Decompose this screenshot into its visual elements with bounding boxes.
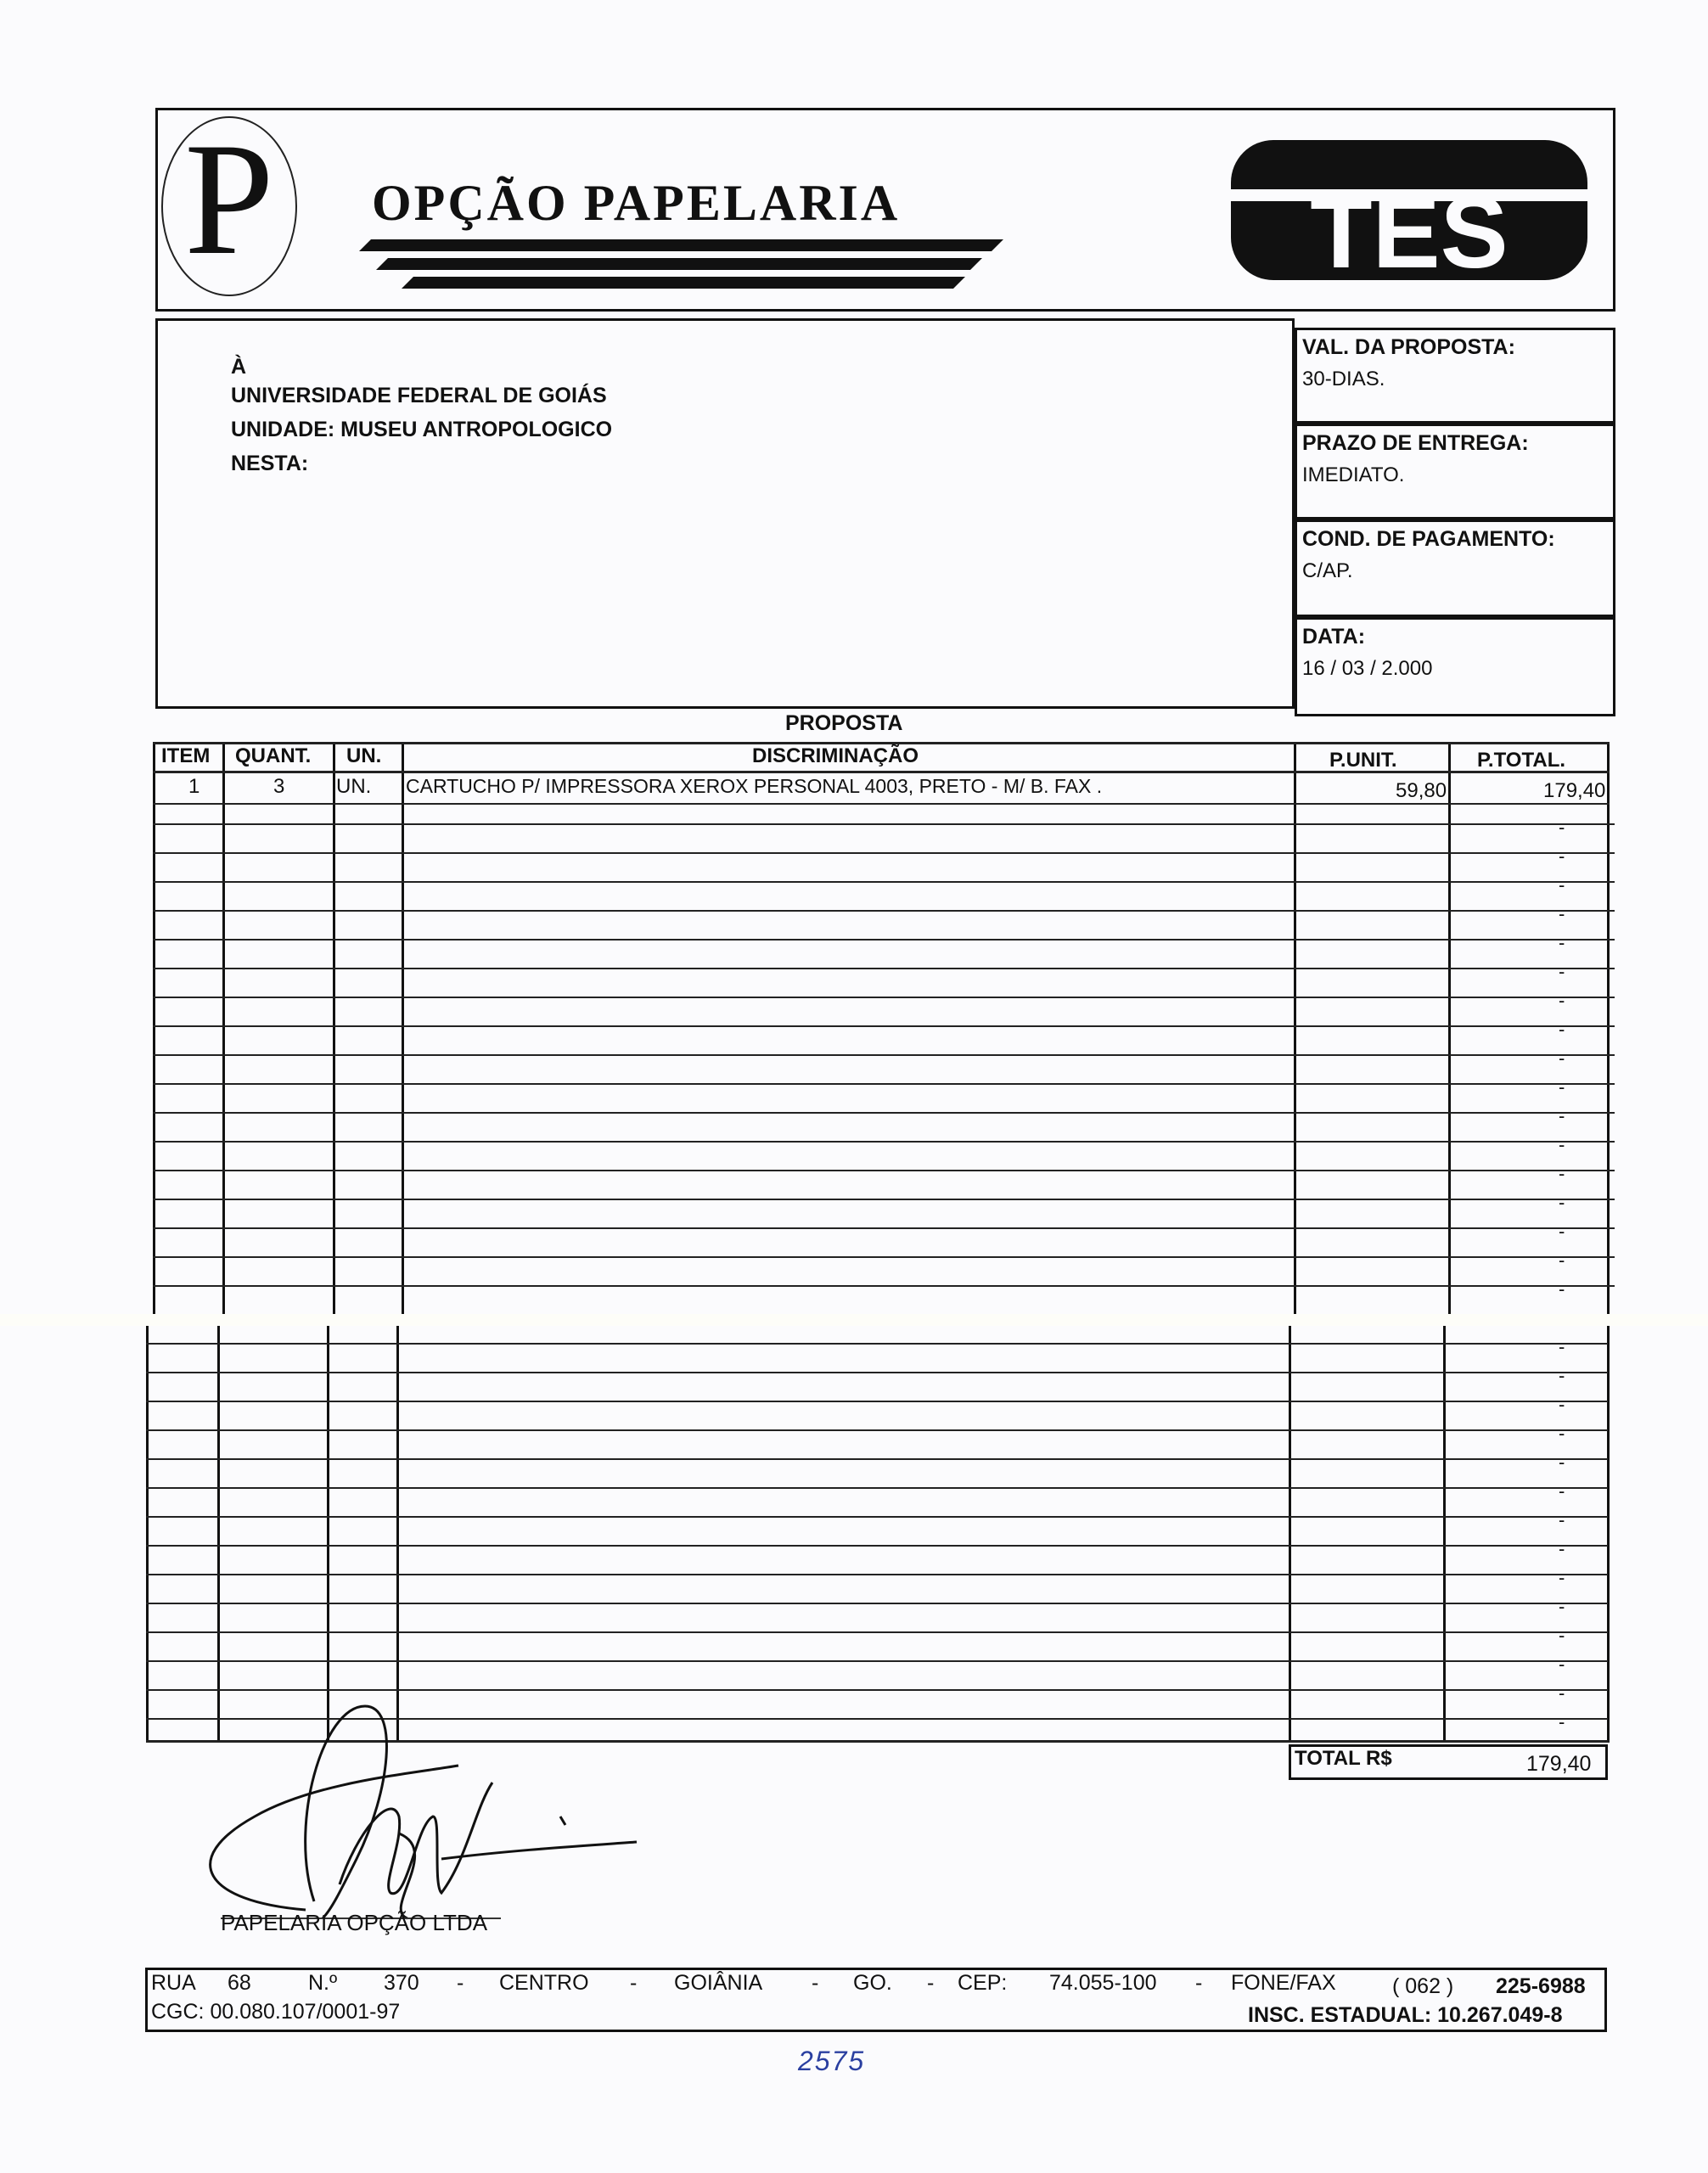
- tes-logo: [1231, 140, 1587, 280]
- empty-row-total: -: [1559, 1509, 1565, 1530]
- table-row-line: [153, 1170, 1615, 1171]
- table-column-line: [1443, 1326, 1446, 1740]
- table-row-line: [153, 823, 1615, 825]
- table-row-line: [153, 1227, 1615, 1229]
- footer-cgc: CGC: 00.080.107/0001-97: [151, 2000, 401, 2024]
- table-row-line: [146, 1660, 1608, 1662]
- footer-separator: -: [812, 1971, 819, 1995]
- footer-phone-label: FONE/FAX: [1231, 1971, 1336, 1995]
- handwritten-signature: [187, 1689, 662, 1944]
- empty-row-total: -: [1559, 1336, 1565, 1357]
- empty-row-total: -: [1559, 961, 1565, 982]
- empty-row-total: -: [1559, 817, 1565, 838]
- date-box: [1295, 617, 1615, 716]
- table-row-line: [153, 939, 1615, 941]
- footer-separator: -: [630, 1971, 638, 1995]
- table-column-line: [146, 1326, 149, 1740]
- empty-row-total: -: [1559, 903, 1565, 924]
- table-row-line: [153, 1112, 1615, 1114]
- table-column-line: [1607, 1326, 1610, 1740]
- table-row-line: [153, 1285, 1615, 1287]
- row1-description: CARTUCHO P/ IMPRESSORA XEROX PERSONAL 4003, PRETO - M/ B. FAX .: [406, 775, 1103, 797]
- payment-box: [1295, 519, 1615, 617]
- col-header-description: DISCRIMINAÇÃO: [752, 744, 919, 767]
- table-row-line: [146, 1574, 1608, 1575]
- proposal-title: PROPOSTA: [785, 711, 903, 735]
- table-row-line: [146, 1343, 1608, 1345]
- footer-district: CENTRO: [499, 1971, 589, 1995]
- empty-row-total: -: [1559, 1047, 1565, 1069]
- footer-no-value: 370: [384, 1971, 419, 1995]
- addressee-box: [155, 318, 1295, 709]
- row1-un: UN.: [336, 775, 372, 798]
- empty-row-total: -: [1559, 1221, 1565, 1242]
- validity-label: VAL. DA PROPOSTA:: [1302, 335, 1515, 359]
- delivery-box: [1295, 424, 1615, 519]
- empty-row-total: -: [1559, 1480, 1565, 1502]
- table-column-line: [327, 1326, 329, 1740]
- col-header-item: ITEM: [161, 744, 211, 767]
- empty-row-total: -: [1559, 1567, 1565, 1588]
- col-header-unit-price: P.UNIT.: [1329, 749, 1397, 772]
- row1-quant: 3: [273, 775, 285, 798]
- empty-row-total: -: [1559, 1394, 1565, 1415]
- empty-row-total: -: [1559, 1596, 1565, 1617]
- row1-unit-price: 59,80: [1396, 779, 1447, 802]
- table-row-line: [153, 1054, 1615, 1056]
- payment-value: C/AP.: [1302, 559, 1353, 582]
- table-row-line: [146, 1458, 1608, 1460]
- paper-fold: [0, 1314, 1708, 1326]
- footer-area-code: ( 062 ): [1392, 1974, 1454, 1998]
- footer-street-label: RUA: [151, 1971, 196, 1995]
- date-value: 16 / 03 / 2.000: [1302, 657, 1433, 680]
- table-row-line: [146, 1429, 1608, 1431]
- table-row-line: [146, 1372, 1608, 1373]
- footer-separator: -: [1195, 1971, 1203, 1995]
- table-row-line: [153, 1083, 1615, 1085]
- table-row-line: [153, 1141, 1615, 1143]
- payment-label: COND. DE PAGAMENTO:: [1302, 527, 1555, 551]
- empty-row-total: -: [1559, 845, 1565, 867]
- empty-row-total: -: [1559, 1538, 1565, 1559]
- table-row-line: [153, 910, 1615, 912]
- table-row-line: [153, 852, 1615, 854]
- footer-state: GO.: [853, 1971, 892, 1995]
- table-row-line: [146, 1487, 1608, 1489]
- tes-logo-text: TES: [1310, 176, 1509, 280]
- company-logo: [161, 110, 297, 296]
- row1-item: 1: [188, 775, 200, 798]
- empty-row-total: -: [1559, 1682, 1565, 1704]
- logo-letter: P: [184, 110, 274, 289]
- empty-row-total: -: [1559, 1625, 1565, 1646]
- empty-row-total: -: [1559, 1105, 1565, 1126]
- footer-cep-value: 74.055-100: [1049, 1971, 1157, 1995]
- empty-row-total: -: [1559, 1278, 1565, 1300]
- col-header-total-price: P.TOTAL.: [1477, 749, 1566, 772]
- empty-row-total: -: [1559, 1711, 1565, 1732]
- total-label: TOTAL R$: [1295, 1747, 1392, 1770]
- empty-row-total: -: [1559, 932, 1565, 953]
- addressee-location: NESTA:: [231, 452, 309, 475]
- footer-state-registration: INSC. ESTADUAL: 10.267.049-8: [1248, 2003, 1563, 2027]
- empty-row-total: -: [1559, 1423, 1565, 1444]
- table-row-line: [146, 1603, 1608, 1604]
- footer-city: GOIÂNIA: [674, 1971, 763, 1995]
- logo-stripe: [402, 277, 965, 289]
- table-row-line: [146, 1516, 1608, 1518]
- table-row-line: [153, 997, 1615, 998]
- footer-no-label: N.º: [308, 1971, 338, 1995]
- empty-row-total: -: [1559, 1451, 1565, 1473]
- table-row-line: [146, 1545, 1608, 1547]
- company-name: OPÇÃO PAPELARIA: [372, 175, 901, 231]
- table-row-line: [153, 968, 1615, 969]
- signature-company: PAPELARIA OPÇÃO LTDA: [221, 1910, 488, 1935]
- footer-phone-number: 225-6988: [1496, 1974, 1586, 1998]
- empty-row-total: -: [1559, 1249, 1565, 1271]
- total-value: 179,40: [1526, 1752, 1592, 1776]
- footer-cep-label: CEP:: [958, 1971, 1008, 1995]
- table-row-line: [146, 1631, 1608, 1633]
- date-label: DATA:: [1302, 625, 1366, 649]
- empty-row-total: -: [1559, 1019, 1565, 1040]
- col-header-un: UN.: [346, 744, 382, 767]
- validity-value: 30-DIAS.: [1302, 368, 1385, 390]
- table-column-line: [217, 1326, 220, 1740]
- table-row-line: [146, 1401, 1608, 1402]
- col-header-quant: QUANT.: [235, 744, 312, 767]
- delivery-label: PRAZO DE ENTREGA:: [1302, 431, 1529, 455]
- row1-total-price: 179,40: [1543, 779, 1606, 802]
- empty-row-total: -: [1559, 1365, 1565, 1386]
- empty-row-total: -: [1559, 1654, 1565, 1675]
- addressee-unit: UNIDADE: MUSEU ANTROPOLOGICO: [231, 418, 613, 441]
- footer-separator: -: [457, 1971, 464, 1995]
- validity-box: [1295, 328, 1615, 424]
- addressee-line: À: [231, 355, 247, 379]
- table-column-line: [1289, 1326, 1291, 1740]
- logo-stripe: [359, 239, 1003, 251]
- empty-row-total: -: [1559, 1134, 1565, 1155]
- footer-separator: -: [927, 1971, 935, 1995]
- table-column-line: [396, 1326, 399, 1740]
- empty-row-total: -: [1559, 874, 1565, 896]
- table-row-line: [153, 803, 1610, 805]
- delivery-value: IMEDIATO.: [1302, 463, 1405, 486]
- empty-row-total: -: [1559, 990, 1565, 1011]
- table-row-line: [153, 1199, 1615, 1200]
- empty-row-total: -: [1559, 1192, 1565, 1213]
- empty-row-total: -: [1559, 1163, 1565, 1184]
- logo-stripe: [376, 258, 982, 270]
- table-row-line: [153, 1025, 1615, 1027]
- footer-street-number: 68: [228, 1971, 251, 1995]
- table-row-line: [153, 1256, 1615, 1258]
- addressee-name: UNIVERSIDADE FEDERAL DE GOIÁS: [231, 384, 607, 407]
- empty-row-total: -: [1559, 1076, 1565, 1098]
- handwritten-number: 2575: [798, 2046, 866, 2076]
- table-row-line: [153, 881, 1615, 883]
